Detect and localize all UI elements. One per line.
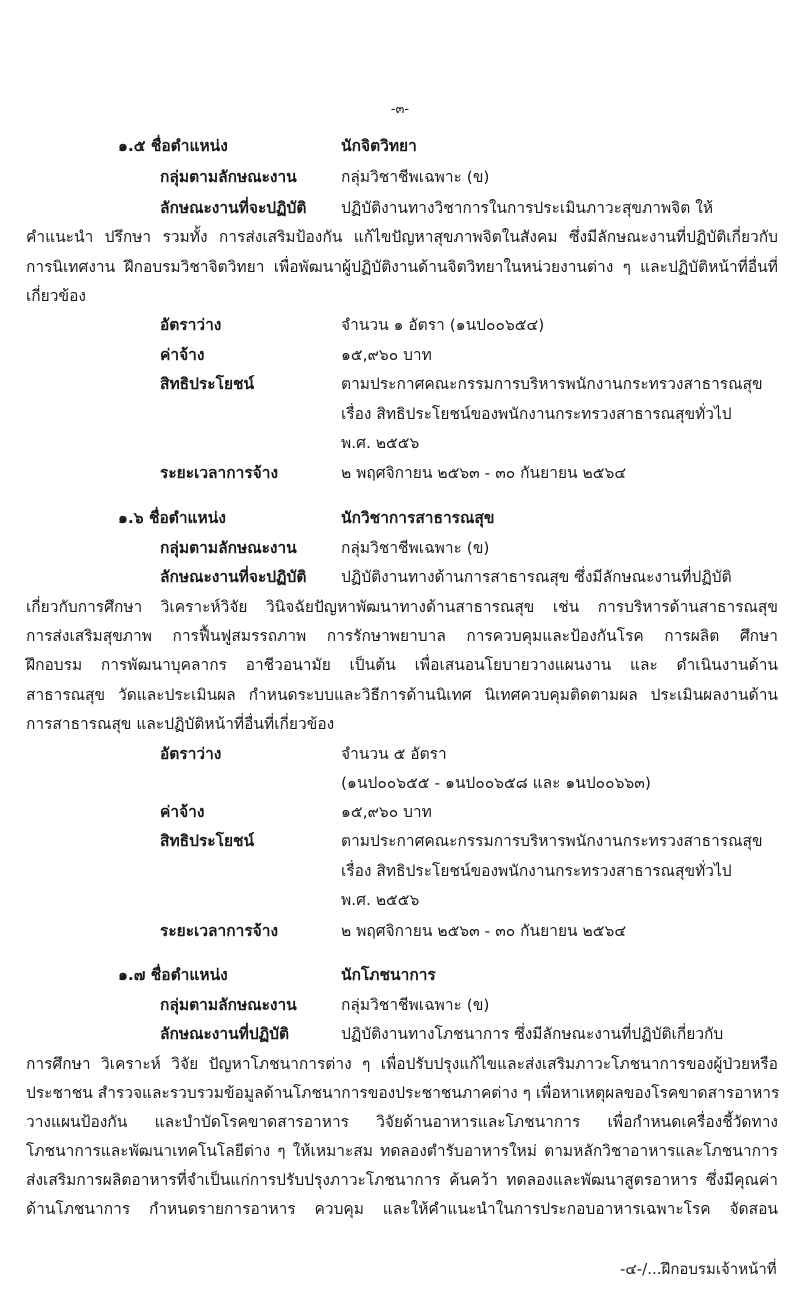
duties-line: การศึกษา วิเคราะห์ วิจัย ปัญหาโภชนาการต่าง ๆ เพื่อปรับปรุงแก้ไขและส่งเสริมภาวะโภชนาการของผู้ป่วยหรือ bbox=[26, 1055, 778, 1073]
period-value: ๒ พฤศจิกายน ๒๕๖๓ - ๓๐ กันยายน ๒๕๖๔ bbox=[341, 464, 627, 482]
vacancy-value: จำนวน ๑ อัตรา (๑นป๐๐๖๕๔) bbox=[341, 316, 545, 334]
duties-line: เกี่ยวข้อง bbox=[26, 287, 86, 305]
duties-line: ประชาชน สำรวจและรวบรวมข้อมูลด้านโภชนาการของประชาชนภาคต่าง ๆ เพื่อหาเหตุผลของโรคขาดสารอาหาร bbox=[26, 1084, 780, 1102]
benefits-label: สิทธิประโยชน์ bbox=[160, 375, 255, 393]
group-value: กลุ่มวิชาชีพเฉพาะ (ข) bbox=[341, 996, 490, 1014]
duties-label: ลักษณะงานที่จะปฏิบัติ bbox=[160, 568, 307, 586]
group-value: กลุ่มวิชาชีพเฉพาะ (ข) bbox=[341, 168, 490, 186]
duties-line: โภชนาการและพัฒนาเทคโนโลยีต่าง ๆ ให้เหมาะสม ทดลองตำรับอาหารใหม่ ตามหลักวิชาอาหารและโภชนาการ bbox=[26, 1142, 778, 1160]
continuation-footer: -๔-/...ฝึกอบรมเจ้าหน้าที่ bbox=[620, 1260, 777, 1278]
section-title: ๑.๕ ชื่อตำแหน่ง bbox=[118, 137, 228, 155]
period-label: ระยะเวลาการจ้าง bbox=[160, 464, 279, 482]
wage-label: ค่าจ้าง bbox=[160, 803, 205, 821]
benefits-line: เรื่อง สิทธิประโยชน์ของพนักงานกระทรวงสาธารณสุขทั่วไป bbox=[341, 405, 732, 423]
duties-line: เกี่ยวกับการศึกษา วิเคราะห์วิจัย วินิจฉัยปัญหาพัฒนาทางด้านสาธารณสุข เช่น การบริหารด้านสาธารณสุข bbox=[26, 598, 778, 616]
vacancy-label: อัตราว่าง bbox=[160, 745, 222, 763]
duties-line: ด้านโภชนาการ กำหนดรายการอาหาร ควบคุม และให้คำแนะนำในการประกอบอาหารเฉพาะโรค จัดสอน bbox=[26, 1200, 778, 1218]
duties-line: การนิเทศงาน ฝึกอบรมวิชาจิตวิทยา เพื่อพัฒนาผู้ปฏิบัติงานด้านจิตวิทยาในหน่วยงานต่าง ๆ และปฏิบัติหน้าที่อื่นที่ bbox=[26, 258, 778, 276]
page-number: -๓- bbox=[390, 102, 410, 117]
duties-line: ส่งเสริมการผลิตอาหารที่จำเป็นแก่การปรับปรุงภาวะโภชนาการ ค้นคว้า ทดลองและพัฒนาสูตรอาหาร ซึ่งมีคุณค่า bbox=[26, 1171, 778, 1189]
group-label: กลุ่มตามลักษณะงาน bbox=[160, 539, 297, 557]
period-label: ระยะเวลาการจ้าง bbox=[160, 922, 279, 940]
benefits-label: สิทธิประโยชน์ bbox=[160, 832, 255, 850]
benefits-line: ตามประกาศคณะกรรมการบริหารพนักงานกระทรวงสาธารณสุข bbox=[341, 832, 763, 850]
duties-label: ลักษณะงานที่ปฏิบัติ bbox=[160, 1025, 290, 1043]
position-name: นักโภชนาการ bbox=[341, 966, 436, 984]
benefits-line: พ.ศ. ๒๕๕๖ bbox=[341, 891, 420, 909]
duties-line: วางแผนป้องกัน และบำบัดโรคขาดสารอาหาร วิจัยด้านอาหารและโภชนาการ เพื่อกำหนดเครื่องชี้วัดทาง bbox=[26, 1113, 778, 1131]
duties-line: การสาธารณสุข และปฏิบัติหน้าที่อื่นที่เกี่ยวข้อง bbox=[26, 715, 335, 733]
period-value: ๒ พฤศจิกายน ๒๕๖๓ - ๓๐ กันยายน ๒๕๖๔ bbox=[341, 922, 627, 940]
wage-label: ค่าจ้าง bbox=[160, 346, 205, 364]
section-title: ๑.๖ ชื่อตำแหน่ง bbox=[118, 509, 226, 527]
vacancy-codes: (๑นป๐๐๖๕๕ - ๑นป๐๐๖๕๘ และ ๑นป๐๐๖๖๓) bbox=[341, 774, 651, 792]
wage-value: ๑๕,๙๖๐ บาท bbox=[341, 803, 432, 821]
duties-line: สาธารณสุข วัดและประเมินผล กำหนดระบบและวิธีการด้านนิเทศ นิเทศควบคุมติดตามผล ประเมินผลงานด้าน bbox=[26, 686, 778, 704]
position-name: นักจิตวิทยา bbox=[341, 137, 417, 155]
duties-first-line: ปฏิบัติงานทางโภชนาการ ซึ่งมีลักษณะงานที่ปฏิบัติเกี่ยวกับ bbox=[341, 1025, 724, 1043]
benefits-line: พ.ศ. ๒๕๕๖ bbox=[341, 434, 420, 452]
vacancy-value: จำนวน ๕ อัตรา bbox=[341, 745, 447, 763]
position-name: นักวิชาการสาธารณสุข bbox=[341, 509, 495, 527]
wage-value: ๑๕,๙๖๐ บาท bbox=[341, 346, 432, 364]
group-label: กลุ่มตามลักษณะงาน bbox=[160, 168, 297, 186]
section-title: ๑.๗ ชื่อตำแหน่ง bbox=[118, 966, 228, 984]
group-label: กลุ่มตามลักษณะงาน bbox=[160, 996, 297, 1014]
benefits-line: ตามประกาศคณะกรรมการบริหารพนักงานกระทรวงสาธารณสุข bbox=[341, 375, 763, 393]
duties-line: คำแนะนำ ปรึกษา รวมทั้ง การส่งเสริมป้องกัน แก้ไขปัญหาสุขภาพจิตในสังคม ซึ่งมีลักษณะงานที่ปฏิบัติเกี่ยวกับ bbox=[26, 228, 778, 246]
duties-label: ลักษณะงานที่จะปฏิบัติ bbox=[160, 199, 307, 217]
vacancy-label: อัตราว่าง bbox=[160, 316, 222, 334]
group-value: กลุ่มวิชาชีพเฉพาะ (ข) bbox=[341, 539, 490, 557]
benefits-line: เรื่อง สิทธิประโยชน์ของพนักงานกระทรวงสาธารณสุขทั่วไป bbox=[341, 862, 732, 880]
duties-line: การส่งเสริมสุขภาพ การฟื้นฟูสมรรถภาพ การรักษาพยาบาล การควบคุมและป้องกันโรค การผลิต ศึกษา bbox=[26, 627, 778, 645]
duties-line: ฝึกอบรม การพัฒนาบุคลากร อาชีวอนามัย เป็นต้น เพื่อเสนอนโยบายวางแผนงาน และ ดำเนินงานด้าน bbox=[26, 656, 778, 674]
duties-first-line: ปฏิบัติงานทางวิชาการในการประเมินภาวะสุขภาพจิต ให้ bbox=[341, 199, 714, 217]
duties-first-line: ปฏิบัติงานทางด้านการสาธารณสุข ซึ่งมีลักษณะงานที่ปฏิบัติ bbox=[341, 568, 732, 586]
